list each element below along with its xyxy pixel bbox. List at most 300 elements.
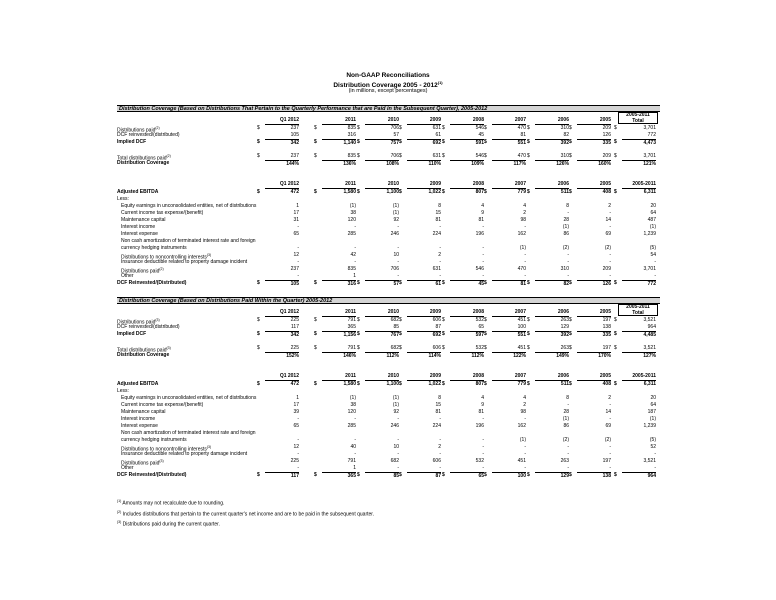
row-label-footnote: (3) — [206, 445, 212, 449]
table-row — [117, 345, 660, 352]
table-cell: - — [609, 273, 611, 279]
row-label: DCF reinvested/(distributed) — [117, 132, 180, 138]
table-cell: - — [524, 444, 526, 450]
dollar-sign: $ — [569, 331, 572, 337]
table-cell: 82 — [563, 132, 569, 138]
dollar-sign: $ — [314, 280, 317, 286]
dollar-sign: $ — [357, 331, 360, 337]
table-cell: 408 — [602, 189, 611, 195]
dollar-sign: $ — [357, 381, 360, 387]
table-cell: 4 — [523, 203, 526, 209]
table-cell: 767 — [365, 331, 399, 338]
dollar-sign: $ — [614, 280, 617, 286]
table-cell: 263 — [560, 317, 569, 323]
column-header: 2006 — [535, 117, 569, 125]
dollar-sign: $ — [527, 472, 530, 478]
dollar-sign: $ — [357, 472, 360, 478]
table-row — [117, 402, 660, 409]
dollar-sign: $ — [614, 139, 617, 145]
table-cell: - — [609, 444, 611, 450]
row-label: Distributions paid$^{(2)}$ — [121, 267, 164, 275]
table-cell: - — [439, 224, 441, 230]
column-header-row — [117, 117, 660, 124]
table-cell: 631 — [432, 125, 441, 131]
row-label: DCF Reinvested/(Distributed) — [117, 280, 187, 286]
dollar-sign: $ — [357, 189, 360, 195]
table-cell: 8 — [438, 395, 441, 401]
table-cell: 451 — [517, 458, 526, 464]
row-label: Distributions paid$^{(2)}$ — [117, 126, 160, 134]
table-cell: (5) — [649, 437, 656, 443]
row-label: Total distributions paid$^{(3)}$ — [117, 346, 171, 354]
table-cell: - — [439, 465, 441, 471]
footnote-text: Amounts may not recalculate due to rounding. — [121, 500, 225, 507]
table-cell: 225 — [290, 317, 299, 323]
table-cell: - — [524, 252, 526, 258]
table-cell: 138 — [577, 472, 611, 479]
table-cell: (1) — [562, 224, 569, 230]
table-cell: 81 — [435, 409, 441, 415]
table-cell: - — [609, 416, 611, 422]
table-cell: 12 — [293, 252, 299, 258]
dollar-sign: $ — [569, 153, 572, 159]
table-cell: 487 — [647, 217, 656, 223]
table-cell: - — [482, 245, 484, 251]
table-cell: - — [439, 416, 441, 422]
table-cell: 791 — [347, 458, 356, 464]
table-cell: 69 — [605, 231, 611, 237]
table-cell: - — [482, 252, 484, 258]
table-cell: 54 — [650, 252, 656, 258]
table-row — [117, 125, 660, 132]
table-cell: 470 — [517, 153, 526, 159]
table-cell: - — [397, 245, 399, 251]
table-cell: - — [609, 402, 611, 408]
row-label: Less: — [117, 388, 129, 394]
table-row — [117, 395, 660, 402]
dollar-sign: $ — [527, 139, 530, 145]
table-cell: 591 — [450, 139, 484, 146]
table-cell: 835 — [347, 125, 356, 131]
dollar-sign: $ — [257, 331, 260, 337]
dollar-sign: $ — [399, 189, 402, 195]
table-cell: 100 — [492, 472, 526, 479]
dollar-sign: $ — [357, 139, 360, 145]
row-label: Insurance deductible related to property damage incident — [121, 451, 248, 457]
table-cell: 4,473 — [622, 139, 656, 146]
table-cell: 120 — [347, 409, 356, 415]
table-row — [117, 324, 660, 331]
table-cell: 187 — [647, 409, 656, 415]
table-cell: 85 — [365, 472, 399, 479]
table-row — [117, 259, 660, 266]
table-cell: 42 — [350, 252, 356, 258]
dollar-sign: $ — [314, 153, 317, 159]
row-label: Current income tax expense/(benefit) — [121, 402, 204, 408]
table-cell: 52 — [650, 444, 656, 450]
dollar-sign: $ — [614, 381, 617, 387]
row-label: Distribution Coverage — [117, 160, 170, 166]
table-row — [117, 132, 660, 139]
table-cell: (1) — [649, 224, 656, 230]
table-cell: 3,701 — [643, 153, 656, 159]
column-header: 2007 — [492, 309, 526, 317]
table-cell: - — [354, 451, 356, 457]
row-label-footnote: (3) — [159, 459, 164, 463]
table-cell: 14 — [605, 217, 611, 223]
table-cell: 98 — [520, 217, 526, 223]
table-cell: 160% — [577, 160, 611, 167]
footnote — [117, 508, 374, 519]
column-header: 2011 — [322, 373, 356, 381]
table-cell: 551 — [492, 331, 526, 338]
table-cell: 335 — [577, 331, 611, 338]
table-cell: 122% — [492, 352, 526, 359]
column-header: 2011 — [322, 181, 356, 189]
table-cell: 100 — [517, 324, 526, 330]
dollar-sign: $ — [399, 153, 402, 159]
table-row — [117, 409, 660, 416]
table-cell: 2 — [438, 444, 441, 450]
table-row — [117, 196, 660, 203]
table-cell: 98 — [520, 409, 526, 415]
table-cell: 87 — [435, 324, 441, 330]
table-cell: 129 — [560, 324, 569, 330]
column-header: Q1 2012 — [265, 181, 299, 189]
table-cell: - — [609, 224, 611, 230]
table-cell: 2 — [523, 402, 526, 408]
table-row — [117, 153, 660, 160]
table-cell: - — [439, 273, 441, 279]
column-header: 2006 — [535, 309, 569, 317]
column-header: 2008 — [450, 373, 484, 381]
table-cell: 1 — [296, 395, 299, 401]
table-cell: 4 — [523, 395, 526, 401]
dollar-sign: $ — [442, 472, 445, 478]
table-cell: - — [354, 245, 356, 251]
table-cell: 57 — [365, 280, 399, 287]
column-header: 2007 — [492, 373, 526, 381]
table-cell: - — [354, 259, 356, 265]
table-cell: 38 — [350, 210, 356, 216]
table-cell: - — [397, 437, 399, 443]
table-cell: 197 — [602, 317, 611, 323]
table-cell: (5) — [649, 245, 656, 251]
row-label: Adjusted EBITDA — [117, 381, 159, 387]
dollar-sign: $ — [484, 280, 487, 286]
table-row — [117, 331, 660, 338]
table-cell: 342 — [265, 139, 299, 146]
dollar-sign: $ — [484, 331, 487, 337]
table-cell: 532 — [475, 345, 484, 351]
dollar-sign: $ — [527, 125, 530, 131]
dollar-sign: $ — [257, 317, 260, 323]
dollar-sign: $ — [484, 139, 487, 145]
dollar-sign: $ — [527, 331, 530, 337]
dollar-sign: $ — [257, 472, 260, 478]
column-header: 2011 — [322, 309, 356, 317]
table-cell: 86 — [563, 231, 569, 237]
table-row — [117, 217, 660, 224]
table-row — [117, 381, 660, 388]
footnotes — [117, 497, 374, 529]
dollar-sign: $ — [527, 280, 530, 286]
table-cell: 87 — [407, 472, 441, 479]
table-cell: 237 — [290, 125, 299, 131]
table-cell: 10 — [393, 252, 399, 258]
table-cell: (2) — [604, 437, 611, 443]
table-cell: - — [397, 259, 399, 265]
column-header: 2009 — [407, 373, 441, 381]
table-row — [117, 352, 660, 359]
dollar-sign: $ — [614, 472, 617, 478]
total-range-label: 2005-2011 — [626, 112, 650, 118]
table-cell: 121% — [622, 160, 656, 167]
table-cell: 45 — [450, 280, 484, 287]
table-cell: 6,311 — [643, 381, 656, 387]
dollar-sign: $ — [614, 125, 617, 131]
dollar-sign: $ — [399, 280, 402, 286]
table-cell: 112% — [450, 352, 484, 359]
table-cell: 1,022 — [428, 381, 441, 387]
table-cell: (1) — [392, 203, 399, 209]
dollar-sign: $ — [257, 345, 260, 351]
table-cell: 392 — [535, 139, 569, 146]
column-header: 2011 — [322, 117, 356, 125]
table-cell: 110% — [407, 160, 441, 167]
dollar-sign: $ — [569, 317, 572, 323]
dollar-sign: $ — [484, 472, 487, 478]
dollar-sign: $ — [569, 280, 572, 286]
table-cell: 225 — [290, 458, 299, 464]
table-cell: 1,140 — [322, 139, 356, 146]
column-header-row — [117, 373, 660, 380]
table-cell: 392 — [535, 331, 569, 338]
column-header: 2006 — [535, 181, 569, 189]
table-cell: - — [609, 451, 611, 457]
section-header-band: Distribution Coverage (Based on Distributions Paid Within the Quarter) 2005-2012 — [117, 297, 660, 304]
column-header: 2005 — [577, 373, 611, 381]
table-cell: 4 — [481, 203, 484, 209]
table-cell: 4,485 — [622, 331, 656, 338]
table-cell: 196 — [475, 423, 484, 429]
table-cell: 65 — [293, 231, 299, 237]
column-header: 2010 — [365, 181, 399, 189]
table-row — [117, 458, 660, 465]
table-cell: - — [567, 210, 569, 216]
column-header: 2005-2011 — [622, 373, 656, 381]
dollar-sign: $ — [314, 381, 317, 387]
dollar-sign: $ — [257, 381, 260, 387]
table-cell: 61 — [435, 132, 441, 138]
row-label: Equity earnings in unconsolidated entities, net of distributions — [121, 395, 257, 401]
dollar-sign: $ — [527, 153, 530, 159]
row-label-footnote: (2) — [159, 267, 164, 271]
table-cell: (1) — [349, 203, 356, 209]
column-header: 2005-2011 — [622, 181, 656, 189]
table-cell: 606 — [432, 345, 441, 351]
table-cell: - — [297, 465, 299, 471]
table-cell: 807 — [475, 189, 484, 195]
dollar-sign: $ — [484, 125, 487, 131]
table-cell: 1,100 — [386, 189, 399, 195]
table-cell: (1) — [392, 395, 399, 401]
table-cell: 17 — [293, 402, 299, 408]
table-cell: 682 — [390, 317, 399, 323]
table-cell: - — [439, 259, 441, 265]
column-header: 2008 — [450, 181, 484, 189]
table-cell: - — [567, 273, 569, 279]
table-cell: - — [482, 416, 484, 422]
table-cell: 3,701 — [643, 125, 656, 131]
table-cell: 149% — [535, 352, 569, 359]
table-cell: 112% — [365, 352, 399, 359]
table-cell: 631 — [432, 266, 441, 272]
table-cell: 126% — [535, 160, 569, 167]
row-label: Interest expense — [121, 423, 158, 429]
dollar-sign: $ — [257, 125, 260, 131]
table-cell: 129 — [535, 472, 569, 479]
table-cell: 706 — [390, 125, 399, 131]
dollar-sign: $ — [357, 125, 360, 131]
dollar-sign: $ — [527, 381, 530, 387]
table-row — [117, 266, 660, 273]
table-cell: 1 — [353, 465, 356, 471]
table-cell: 2 — [608, 203, 611, 209]
table-row — [117, 388, 660, 395]
table-cell: (1) — [392, 210, 399, 216]
table-cell: 209 — [602, 266, 611, 272]
table-cell: 82 — [535, 280, 569, 287]
column-header: 2009 — [407, 117, 441, 125]
table-cell: (2) — [562, 437, 569, 443]
row-label: Maintenance capital — [121, 217, 166, 223]
dollar-sign: $ — [614, 331, 617, 337]
row-label: Non cash amortization of terminated interest rate and foreign — [121, 430, 256, 436]
row-label: Other — [121, 273, 134, 279]
section-header-band: Distribution Coverage (Based on Distributions That Pertain to the Quarterly Performance that are Paid in the Subsequent Quarter), 2005-2012 — [117, 105, 660, 112]
table-cell: 20 — [650, 203, 656, 209]
table-cell: 224 — [432, 423, 441, 429]
table-cell: - — [482, 451, 484, 457]
table-cell: - — [482, 437, 484, 443]
dollar-sign: $ — [314, 345, 317, 351]
row-label-footnote: (2) — [155, 126, 160, 130]
table-cell: 472 — [290, 381, 299, 387]
row-label: currency hedging instruments — [121, 437, 187, 443]
dollar-sign: $ — [357, 345, 360, 351]
table-cell: - — [524, 465, 526, 471]
column-header: 2007 — [492, 117, 526, 125]
table-row — [117, 416, 660, 423]
table-cell: - — [439, 437, 441, 443]
table-cell: 3,521 — [643, 345, 656, 351]
table-cell: - — [482, 444, 484, 450]
dollar-sign: $ — [314, 125, 317, 131]
dollar-sign: $ — [257, 280, 260, 286]
row-label: Interest income — [121, 416, 156, 422]
table-cell: 39 — [293, 409, 299, 415]
dollar-sign: $ — [569, 345, 572, 351]
dollar-sign: $ — [314, 317, 317, 323]
table-cell: 6,311 — [643, 189, 656, 195]
column-header: 2005 — [577, 181, 611, 189]
row-label: DCF Reinvested/(Distributed) — [117, 472, 187, 478]
table-cell: 511 — [560, 189, 569, 195]
table-cell: (2) — [604, 245, 611, 251]
row-label: Non cash amortization of terminated interest rate and foreign — [121, 238, 256, 244]
table-cell: - — [397, 416, 399, 422]
table-cell: 342 — [265, 331, 299, 338]
table-cell: 779 — [517, 381, 526, 387]
row-label: Distributions paid$^{(3)}$ — [117, 318, 160, 326]
dollar-sign: $ — [614, 153, 617, 159]
table-cell: - — [654, 465, 656, 471]
table-cell: (1) — [649, 416, 656, 422]
table-cell: 65 — [450, 472, 484, 479]
column-header: 2010 — [365, 309, 399, 317]
table-cell: 451 — [517, 317, 526, 323]
table-cell: 105 — [265, 280, 299, 287]
table-row — [117, 146, 660, 153]
table-cell: 365 — [322, 472, 356, 479]
table-row — [117, 210, 660, 217]
dollar-sign: $ — [357, 280, 360, 286]
table-cell: (1) — [519, 245, 526, 251]
row-label-footnote: (2) — [166, 154, 171, 158]
table-cell: 15 — [435, 402, 441, 408]
table-cell: 127% — [622, 352, 656, 359]
dollar-sign: $ — [314, 331, 317, 337]
table-cell: - — [524, 416, 526, 422]
table-cell: 81 — [478, 217, 484, 223]
table-cell: 65 — [478, 324, 484, 330]
table-cell: - — [297, 416, 299, 422]
table-cell: 1,239 — [643, 231, 656, 237]
table-cell: 224 — [432, 231, 441, 237]
table-cell: 136% — [322, 160, 356, 167]
table-cell: 316 — [347, 132, 356, 138]
table-cell: 117% — [492, 160, 526, 167]
table-cell: 14 — [605, 409, 611, 415]
total-range-label: 2005-2011 — [626, 304, 650, 310]
table-cell: - — [567, 252, 569, 258]
table-cell: 9 — [481, 210, 484, 216]
table-cell: 1,580 — [343, 381, 356, 387]
table-cell: 57 — [393, 132, 399, 138]
table-cell: 120 — [347, 217, 356, 223]
table-cell: 835 — [347, 266, 356, 272]
table-row — [117, 451, 660, 458]
dollar-sign: $ — [399, 381, 402, 387]
table-cell: 964 — [647, 324, 656, 330]
column-header: 2005 — [577, 117, 611, 125]
dollar-sign: $ — [569, 472, 572, 478]
table-cell: 511 — [560, 381, 569, 387]
dollar-sign: $ — [357, 153, 360, 159]
row-label: Maintenance capital — [121, 409, 166, 415]
table-cell: 706 — [390, 266, 399, 272]
table-cell: 335 — [577, 139, 611, 146]
row-label: Implied DCF — [117, 331, 147, 337]
table-cell: - — [567, 465, 569, 471]
table-cell: 1,156 — [322, 331, 356, 338]
table-cell: - — [609, 259, 611, 265]
table-cell: 17 — [293, 210, 299, 216]
table-cell: 835 — [347, 153, 356, 159]
table-cell: 4 — [481, 395, 484, 401]
table-cell: 237 — [290, 153, 299, 159]
